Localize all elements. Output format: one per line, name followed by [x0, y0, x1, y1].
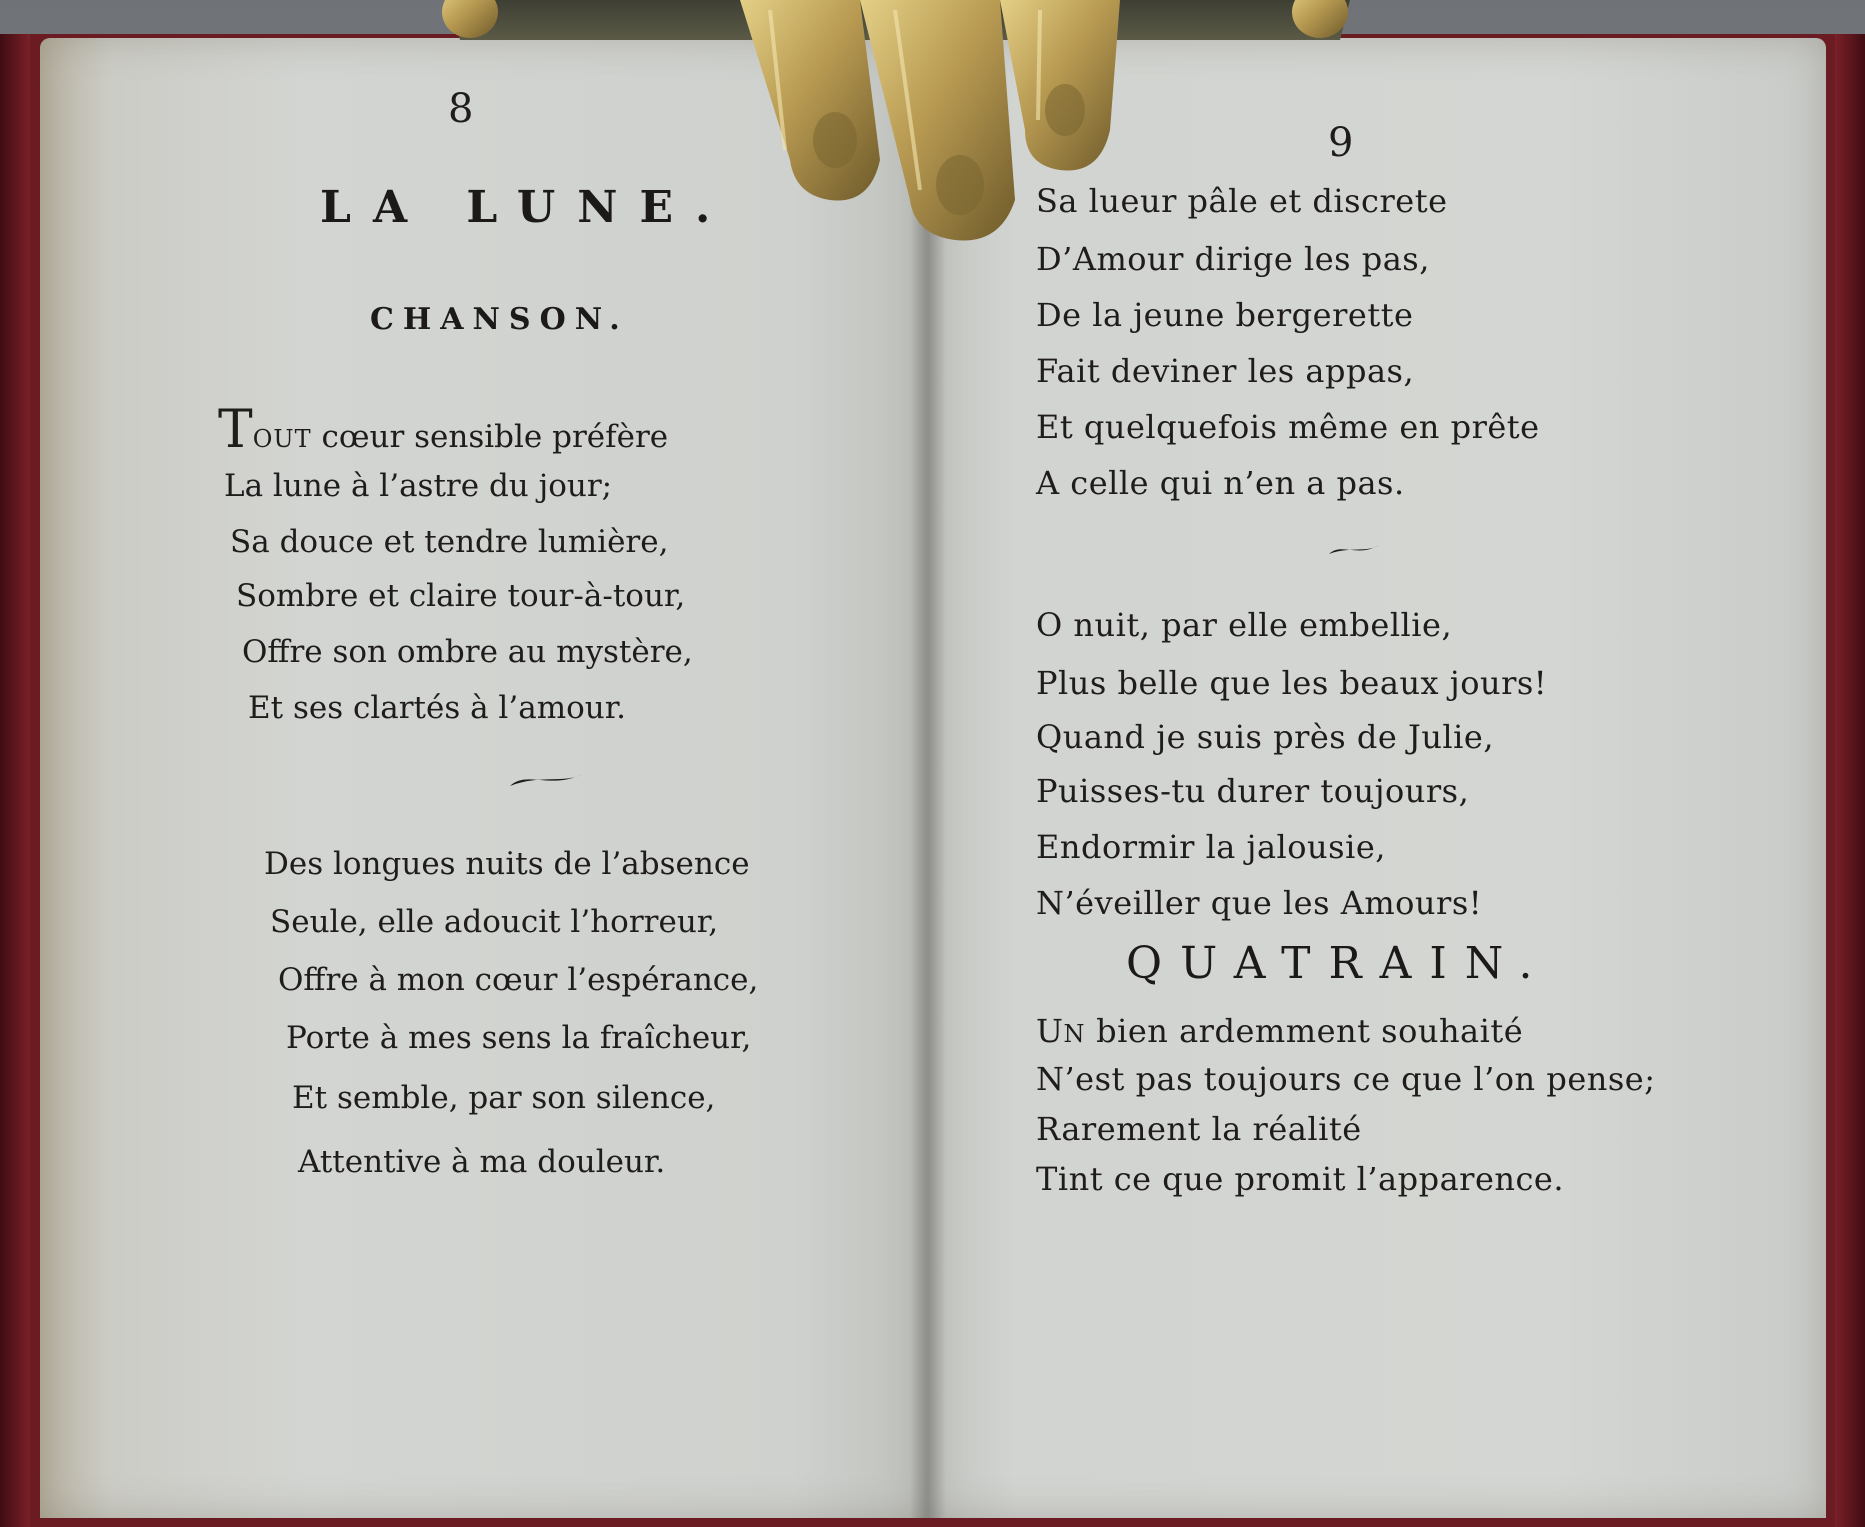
verse-line-text: bien ardemment souhaité — [1085, 1012, 1524, 1050]
verse-line: Offre son ombre au mystère, — [242, 634, 693, 670]
verse-line: D’Amour dirige les pas, — [1036, 240, 1430, 278]
book-gutter — [910, 38, 946, 1518]
verse-line: Et semble, par son silence, — [292, 1080, 716, 1116]
swash-ornament-icon — [1326, 540, 1382, 560]
verse-line: N’éveiller que les Amours! — [1036, 884, 1483, 922]
swash-ornament-icon — [506, 768, 586, 792]
verse-line: Et ses clartés à l’amour. — [248, 690, 626, 726]
verse-line: Porte à mes sens la fraîcheur, — [286, 1020, 752, 1056]
verse-line: Plus belle que les beaux jours! — [1036, 664, 1548, 702]
poem-title: LA LUNE. — [320, 182, 733, 233]
verse-line: Sa douce et tendre lumière, — [230, 524, 669, 560]
verse-line: La lune à l’astre du jour; — [224, 468, 613, 504]
poem-subtitle: CHANSON. — [370, 302, 629, 337]
verse-line: Quand je suis près de Julie, — [1036, 718, 1494, 756]
drop-cap: T — [218, 400, 253, 460]
verse-line: Fait deviner les appas, — [1036, 352, 1415, 390]
verse-line — [218, 400, 668, 460]
verse-line: A celle qui n’en a pas. — [1036, 464, 1405, 502]
cover-edge-right — [1835, 34, 1865, 1527]
verse-line: Attentive à ma douleur. — [298, 1144, 666, 1180]
verse-line: Endormir la jalousie, — [1036, 828, 1386, 866]
verse-line: N’est pas toujours ce que l’on pense; — [1036, 1060, 1656, 1098]
left-page-number: 8 — [448, 86, 474, 132]
brass-page-clip-icon — [440, 0, 1350, 250]
left-page — [40, 38, 926, 1518]
small-caps-word: OUT — [252, 425, 312, 453]
verse-line: Sa lueur pâle et discrete — [1036, 182, 1448, 220]
verse-line: Des longues nuits de l’absence — [264, 846, 750, 882]
verse-line: Sombre et claire tour-à-tour, — [236, 578, 686, 614]
verse-line: Seule, elle adoucit l’horreur, — [270, 904, 719, 940]
verse-line-text: cœur sensible préfère — [311, 419, 669, 455]
small-caps-word: N — [1063, 1020, 1086, 1048]
verse-line: Puisses-tu durer toujours, — [1036, 772, 1470, 810]
verse-line: Offre à mon cœur l’espérance, — [278, 962, 759, 998]
cover-edge-left — [0, 34, 30, 1527]
verse-line: Rarement la réalité — [1036, 1110, 1362, 1148]
verse-line: Tint ce que promit l’apparence. — [1036, 1160, 1565, 1198]
verse-line — [1036, 1012, 1523, 1050]
right-page-number: 9 — [1328, 120, 1354, 166]
quatrain-title: QUATRAIN. — [1126, 938, 1551, 989]
verse-line: Et quelquefois même en prête — [1036, 408, 1540, 446]
drop-cap: U — [1036, 1012, 1064, 1050]
verse-line: O nuit, par elle embellie, — [1036, 606, 1453, 644]
verse-line: De la jeune bergerette — [1036, 296, 1414, 334]
